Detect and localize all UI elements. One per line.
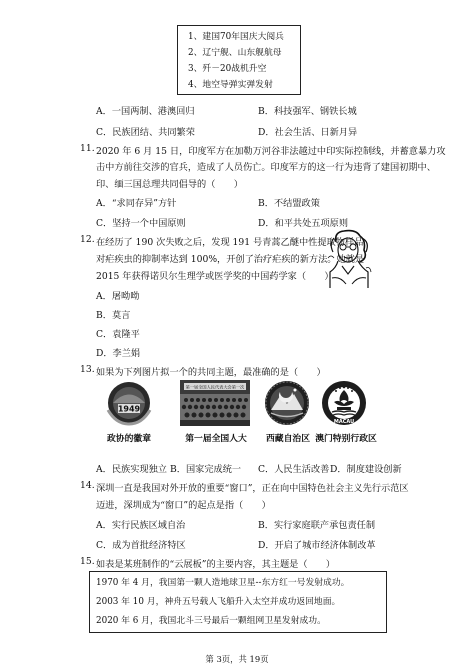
top-list-item: 1、建国70年国庆大阅兵 [188, 32, 284, 42]
q10-option-c: C．民族团结、共同繁荣 [96, 127, 195, 138]
q12-line-2: 对疟疾虫的抑制率达到 100%，开创了治疗疟疾的新方法。她就是 [96, 254, 365, 265]
q14-line-1: 深圳一直是我国对外开放的重要“窗口”，正在向中国特色社会主义先行示范区 [96, 483, 409, 494]
q13-line: 如果为下列图片拟一个的共同主题，最准确的是（ ） [96, 367, 326, 378]
q11-option-c: C．坚持一个中国原则 [96, 218, 186, 229]
cloud-board-box [89, 571, 387, 633]
q11-option-a: A．“求同存异”方针 [96, 198, 177, 209]
q11-number: 11. [80, 143, 95, 154]
emblem-year-text: 1949 [117, 404, 141, 414]
q11-line-1: 2020 年 6 月 15 日，印度军方在加勒万河谷非法越过中印实际控制线，并蓄意暴力攻 [96, 146, 446, 157]
cloud-board-row: 2003 年 10 月，神舟五号载人飞船升入太空并成功返回地面。 [96, 597, 341, 607]
q14-line-2: 迈进，深圳成为“窗口”的起点是指（ ） [96, 500, 271, 511]
q10-option-d: D．社会生活、日新月异 [258, 127, 358, 138]
q11-option-b: B．不结盟政策 [258, 198, 320, 209]
q15-line: 如表是某班制作的“云展板”的主要内容，其主题是（ ） [96, 559, 336, 570]
cloud-board-row: 2020 年 6 月，我国北斗三号最后一颗组网卫星发射成功。 [96, 616, 326, 626]
cloud-board-row: 1970 年 4 月，我国第一颗人造地球卫星--东方红一号发射成功。 [96, 578, 350, 588]
top-list-item: 4、地空导弹实弹发射 [188, 80, 273, 90]
top-list-item: 3、歼－20战机升空 [188, 64, 267, 74]
q12-number: 12. [80, 234, 95, 245]
macau-en-text: MACAU [333, 419, 355, 425]
cppcc-emblem-image [100, 380, 158, 426]
q12-option-b: B．莫言 [96, 310, 131, 321]
page-footer: 第 3页，共 19页 [205, 654, 269, 664]
q12-line-3: 2015 年获得诺贝尔生理学或医学奖的中国药学家（ ） [96, 271, 334, 282]
top-list-item: 2、辽宁舰、山东舰航母 [188, 48, 282, 58]
q11-option-d: D．和平共处五项原则 [258, 218, 349, 229]
top-list-box [177, 25, 301, 95]
q10-option-a: A．一国两制、港澳回归 [96, 106, 195, 117]
q12-option-d: D．李兰娟 [96, 348, 141, 359]
q15-number: 15. [80, 556, 95, 567]
q12-line-1: 在经历了 190 次失败之后，发现 191 号青蒿乙醚中性提取物样品 [96, 237, 364, 248]
q12-option-c: C．袁隆平 [96, 329, 140, 340]
q14-option-a: A．实行民族区域自治 [96, 520, 186, 531]
portrait-sketch-image [326, 228, 372, 288]
q10-option-b: B．科技强军、钢铁长城 [258, 106, 357, 117]
first-npc-photo-image [180, 380, 250, 426]
q14-number: 14. [80, 480, 95, 491]
q13-option-d: D．制度建设创新 [330, 464, 402, 475]
q13-caption-3: 西藏自治区 [266, 434, 310, 444]
q13-caption-1: 政协的徽章 [107, 434, 151, 444]
q11-line-3: 印、缅三国总理共同倡导的（ ） [96, 179, 243, 190]
q13-number: 13. [80, 364, 95, 375]
q11-line-2: 击中方前往交涉的官兵，造成了人员伤亡。印度军方的这一行为违背了建国初期中、 [96, 162, 436, 173]
q14-option-c: C．成为首批经济特区 [96, 540, 186, 551]
q13-option-a: A．民族实现独立 [96, 464, 167, 475]
q13-caption-4: 澳门特别行政区 [315, 434, 377, 444]
q14-option-d: D．开启了城市经济体制改革 [258, 540, 376, 551]
photo-banner-text: 第一届全国人民代表大会第一次 [185, 384, 245, 390]
q13-option-c: C．人民生活改善 [258, 464, 330, 475]
macau-emblem-image [318, 380, 370, 426]
q14-option-b: B．实行家庭联产承包责任制 [258, 520, 376, 531]
tibet-emblem-image [262, 380, 312, 426]
q12-option-a: A．屠呦呦 [96, 291, 140, 302]
q13-caption-2: 第一届全国人大 [185, 434, 247, 444]
q13-option-b: B．国家完成统一 [170, 464, 242, 475]
